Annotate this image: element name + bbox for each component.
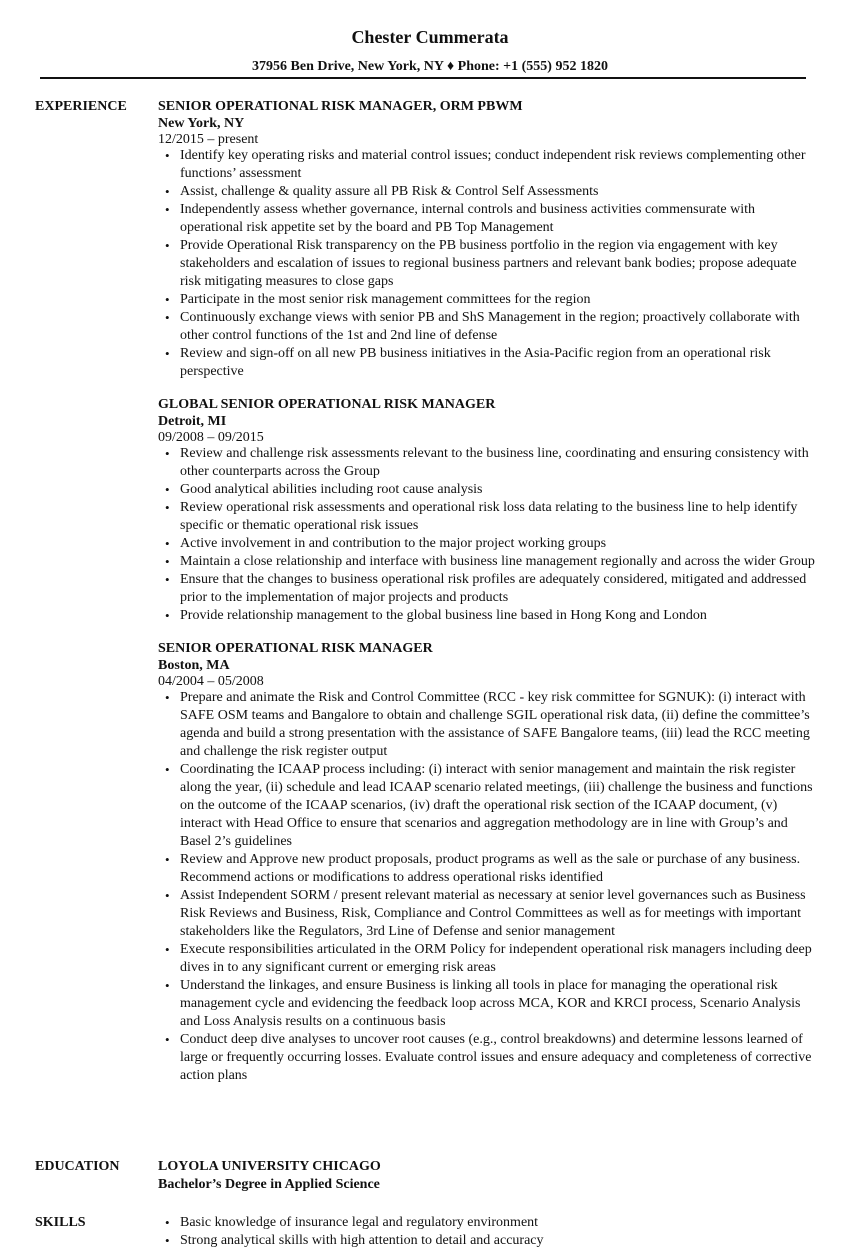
bullet-item: • Assist Independent SORM / present relevant material as necessary at senior level governances such as Business Risk Reviews and Business, Risk, Compliance and Control Committees as well as for meetings with important stakeholders like the Regulators, 3rd Line of Defense and senior management xyxy=(158,887,818,941)
bullet-item: • Assist, challenge & quality assure all PB Risk & Control Self Assessments xyxy=(158,183,818,201)
job-location: Detroit, MI xyxy=(158,414,227,429)
job-location: New York, NY xyxy=(158,116,245,131)
bullet-item: • Ensure that the changes to business operational risk profiles are adequately considered, mitigated and addressed prior to the implementation of major projects and products xyxy=(158,571,818,607)
phone-label: Phone: xyxy=(457,59,500,74)
skills-section-label: SKILLS xyxy=(35,1215,86,1230)
job-title: SENIOR OPERATIONAL RISK MANAGER xyxy=(158,641,433,656)
job-entry xyxy=(158,396,818,625)
bullet-item: • Understand the linkages, and ensure Business is linking all tools in place for managing the operational risk management cycle and evidencing the feedback loop across MCA, KOR and KRCI process, Scenario Analysis and Loss Analysis results on a continuous basis xyxy=(158,977,818,1031)
address: 37956 Ben Drive, New York, NY xyxy=(252,59,444,74)
experience-section xyxy=(158,98,818,1100)
job-entry xyxy=(158,640,818,1085)
job-bullets xyxy=(158,147,818,381)
job-entry xyxy=(158,98,818,381)
bullet-item: • Continuously exchange views with senior PB and ShS Management in the region; proactively collaborate with other control functions of the 1st and 2nd line of defense xyxy=(158,309,818,345)
bullet-item: • Active involvement in and contribution to the major project working groups xyxy=(158,535,818,553)
school-name: LOYOLA UNIVERSITY CHICAGO xyxy=(158,1159,381,1174)
skills-list xyxy=(158,1214,818,1250)
bullet-item: • Execute responsibilities articulated in the ORM Policy for independent operational risk managers including deep dives in to any significant current or emerging risk areas xyxy=(158,941,818,977)
job-location: Boston, MA xyxy=(158,658,230,673)
bullet-item: • Coordinating the ICAAP process including: (i) interact with senior management and maintain the risk register along the year, (ii) schedule and lead ICAAP scenario related meetings, (iii) challenge the business and functions on the outcome of the ICAAP scenarios, (iv) draft the operational risk section of the ICAAP document, (v) interact with Head Office to ensure that scenarios and aggregation methodology are in line with Group’s and Basel 2’s guidelines xyxy=(158,761,818,851)
bullet-item: • Independently assess whether governance, internal controls and business activities commensurate with operational risk appetite set by the board and PB Top Management xyxy=(158,201,818,237)
bullet-item: • Participate in the most senior risk management committees for the region xyxy=(158,291,818,309)
degree: Bachelor’s Degree in Applied Science xyxy=(158,1177,380,1192)
job-dates: 12/2015 – present xyxy=(158,132,259,147)
bullet-item: • Provide relationship management to the global business line based in Hong Kong and London xyxy=(158,607,818,625)
job-dates: 09/2008 – 09/2015 xyxy=(158,430,264,445)
diamond-separator-icon: ♦ xyxy=(446,59,455,74)
candidate-name: Chester Cummerata xyxy=(351,27,509,47)
job-title: GLOBAL SENIOR OPERATIONAL RISK MANAGER xyxy=(158,397,496,412)
skills-section xyxy=(158,1214,818,1250)
bullet-item: • Provide Operational Risk transparency on the PB business portfolio in the region via engagement with key stakeholders and escalation of issues to regional business partners and relevant bank bodies; propose adequate risk mitigating measures to close gaps xyxy=(158,237,818,291)
job-bullets xyxy=(158,445,818,625)
skill-item: • Strong analytical skills with high attention to detail and accuracy xyxy=(158,1232,818,1250)
job-title: SENIOR OPERATIONAL RISK MANAGER, ORM PBWM xyxy=(158,99,523,114)
skill-item: • Basic knowledge of insurance legal and regulatory environment xyxy=(158,1214,818,1232)
bullet-item: • Review and sign-off on all new PB business initiatives in the Asia-Pacific region from an operational risk perspective xyxy=(158,345,818,381)
job-bullets xyxy=(158,689,818,1085)
bullet-item: • Conduct deep dive analyses to uncover root causes (e.g., control breakdowns) and determine lessons learned of large or frequently occurring losses. Evaluate control issues and ensure adequacy and completeness of corrective action plans xyxy=(158,1031,818,1085)
experience-section-label: EXPERIENCE xyxy=(35,99,127,114)
bullet-item: • Good analytical abilities including root cause analysis xyxy=(158,481,818,499)
bullet-item: • Review and Approve new product proposals, product programs as well as the sale or purchase of any business. Recommend actions or modifications to address operational risks identified xyxy=(158,851,818,887)
bullet-item: • Prepare and animate the Risk and Control Committee (RCC - key risk committee for SGNUK): (i) interact with SAFE OSM teams and Bangalore to obtain and challenge SGIL operational risk data, (ii) define the committee’s agenda and build a strong presentation with the assistance of SAFE Bangalore teams, (iii) lead the RCC meeting and challenge the risk register output xyxy=(158,689,818,761)
contact-line xyxy=(0,58,860,76)
education-section-label: EDUCATION xyxy=(35,1159,120,1174)
bullet-item: • Review operational risk assessments and operational risk loss data relating to the business line to help identify specific or thematic operational risk issues xyxy=(158,499,818,535)
job-dates: 04/2004 – 05/2008 xyxy=(158,674,264,689)
education-section xyxy=(158,1158,818,1194)
header-divider xyxy=(40,77,806,79)
bullet-item: • Identify key operating risks and material control issues; conduct independent risk reviews complementing other functions’ assessment xyxy=(158,147,818,183)
bullet-item: • Review and challenge risk assessments relevant to the business line, coordinating and ensuring consistency with other counterparts across the Group xyxy=(158,445,818,481)
bullet-item: • Maintain a close relationship and interface with business line management regionally and across the wider Group xyxy=(158,553,818,571)
phone-number: +1 (555) 952 1820 xyxy=(503,59,608,74)
